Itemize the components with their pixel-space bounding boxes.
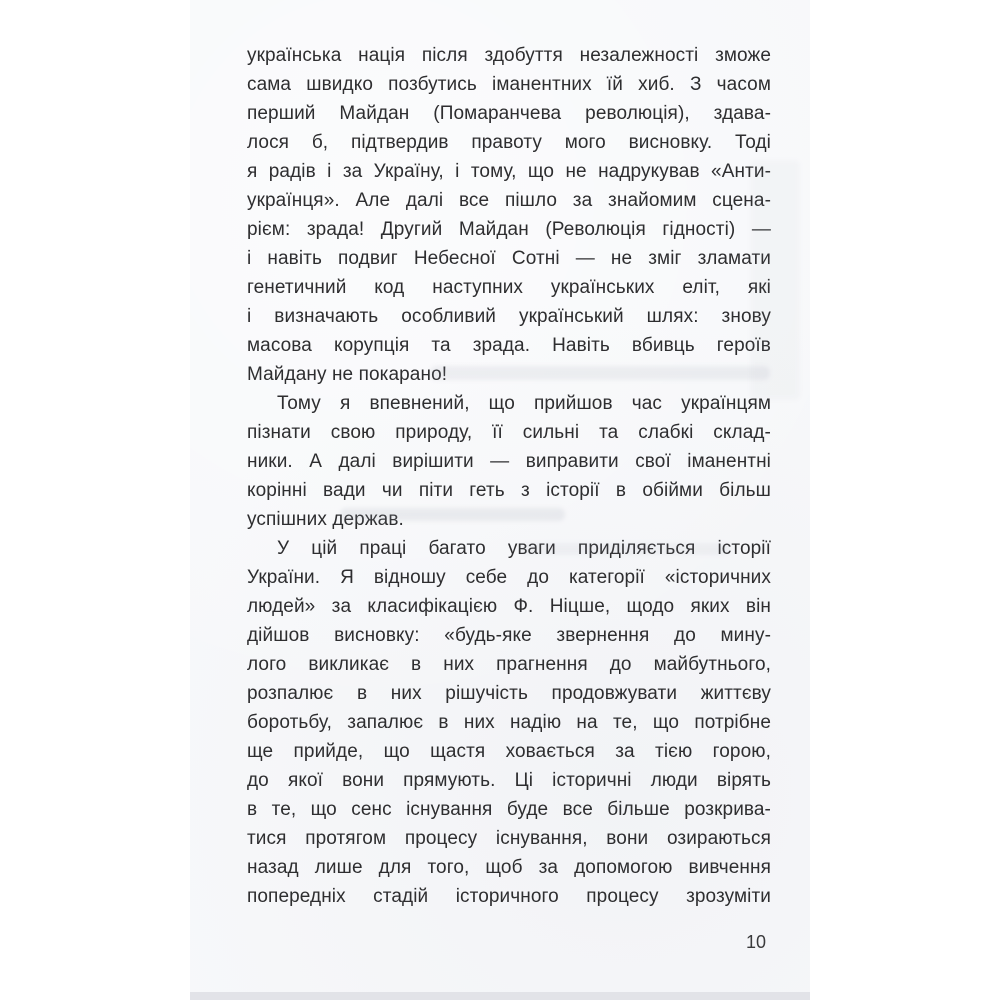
text-line: У цій праці багато уваги приділяється історії xyxy=(277,538,771,559)
text-line: лого викликає в них прагнення до майбутнього, xyxy=(247,654,771,675)
text-line: назад лише для того, щоб за допомогою вивчення xyxy=(247,857,771,878)
text-line: масова корупція та зрада. Навіть вбивць героїв xyxy=(247,335,771,356)
text-line: Тому я впевнений, що прийшов час українцям xyxy=(277,393,771,414)
text-line: в те, що сенс існування буде все більше розкрива- xyxy=(247,799,771,820)
text-line: рієм: зрада! Другий Майдан (Революція гідності) — xyxy=(247,219,771,240)
page-number: 10 xyxy=(745,932,766,952)
text-line: Майдану не покарано! xyxy=(247,364,448,385)
text-line: ники. А далі вирішити — виправити свої іманентні xyxy=(247,451,771,472)
text-line: ще прийде, що щастя ховається за тією горою, xyxy=(247,741,771,762)
scan-edge-shadow xyxy=(190,992,810,1000)
text-line: пізнати свою природу, її сильні та слабкі склад- xyxy=(247,422,771,443)
text-line: попередніх стадій історичного процесу зрозуміти xyxy=(247,886,771,907)
page-text xyxy=(247,41,771,911)
text-line: і визначають особливий український шлях: знову xyxy=(247,306,771,327)
text-line: українця». Але далі все пішло за знайомим сцена- xyxy=(247,190,771,211)
text-line: лося б, підтвердив правоту мого висновку. Тоді xyxy=(247,132,771,153)
text-line: України. Я відношу себе до категорії «історичних xyxy=(247,567,771,588)
text-line: тися протягом процесу існування, вони озираються xyxy=(247,828,771,849)
text-line: українська нація після здобуття незалежності зможе xyxy=(247,45,771,66)
text-line: до якої вони прямують. Ці історичні люди вірять xyxy=(247,770,771,791)
text-line: дійшов висновку: «будь-яке звернення до мину- xyxy=(247,625,771,646)
text-line: розпалює в них рішучість продовжувати життєву xyxy=(247,683,771,704)
book-page xyxy=(190,0,810,992)
text-line: генетичний код наступних українських еліт, які xyxy=(247,277,771,298)
text-line: людей» за класифікацією Ф. Ніцше, щодо яких він xyxy=(247,596,771,617)
text-line: я радів і за Україну, і тому, що не надрукував «Анти- xyxy=(247,161,771,182)
text-line: корінні вади чи піти геть з історії в обійми більш xyxy=(247,480,771,501)
text-line: успішних держав. xyxy=(247,509,404,530)
text-line: боротьбу, запалює в них надію на те, що потрібне xyxy=(247,712,771,733)
text-line: сама швидко позбутись іманентних їй хиб. З часом xyxy=(247,74,771,95)
text-line: і навіть подвиг Небесної Сотні — не зміг зламати xyxy=(247,248,771,269)
text-line: перший Майдан (Помаранчева революція), здава- xyxy=(247,103,771,124)
